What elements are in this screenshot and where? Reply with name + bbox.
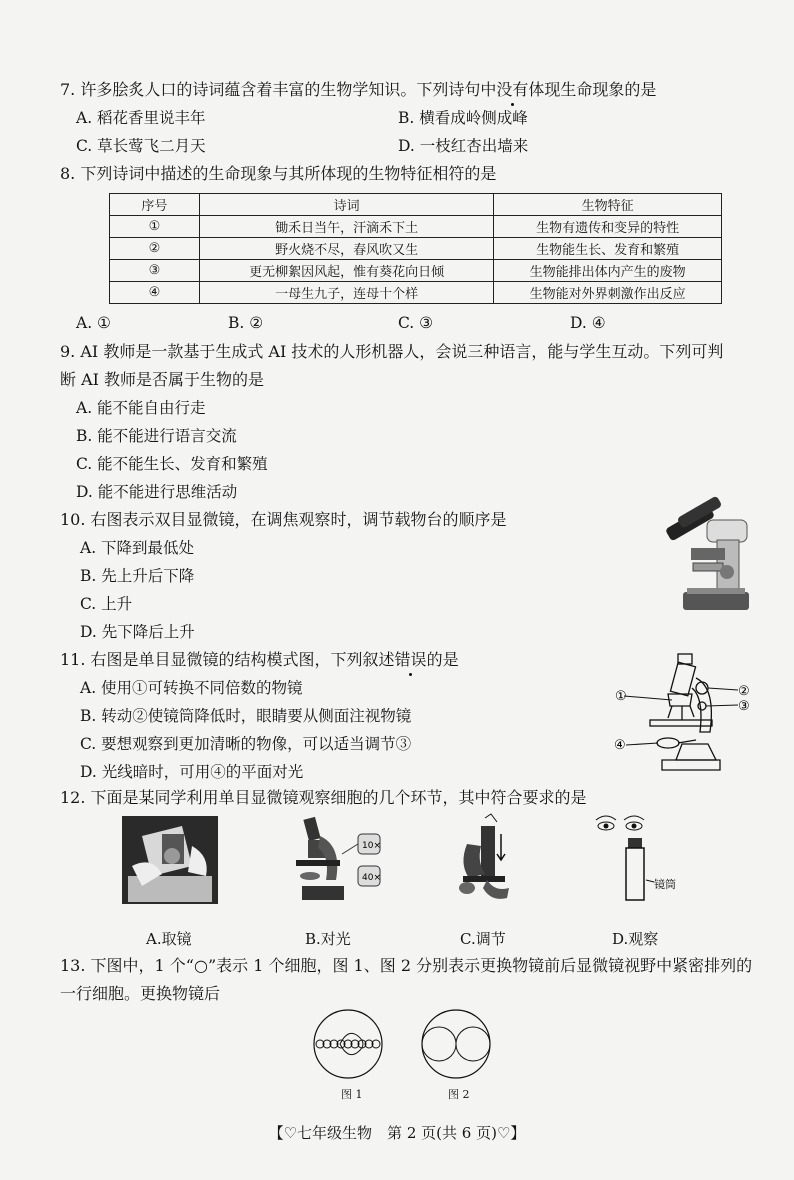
q9-stem-line2: 断 AI 教师是否属于生物的是	[60, 370, 265, 389]
q13-cell-figures	[310, 1008, 496, 1084]
table-cell: 锄禾日当午，汗滴禾下土	[199, 216, 494, 238]
q11-option-c: C. 要想观察到更加清晰的物像，可以适当调节③	[80, 735, 412, 753]
table-cell: ①	[110, 216, 200, 238]
q11-stem: 11. 右图是单目显微镜的结构模式图，下列叙述错误的是	[60, 650, 459, 669]
diagram-label-1: ①	[615, 689, 627, 704]
figure2-cell	[422, 1027, 456, 1061]
fig1-label: 图 1	[341, 1088, 363, 1101]
q10-option-c: C. 上升	[80, 595, 133, 613]
q7-option-b: B. 横看成岭侧成峰	[398, 109, 528, 127]
q10-option-b: B. 先上升后下降	[80, 567, 195, 585]
tube-label: 镜筒	[654, 878, 676, 891]
table-cell: 野火烧不尽，春风吹又生	[199, 238, 494, 260]
q12-image-c	[455, 814, 525, 906]
q8-stem: 8. 下列诗词中描述的生命现象与其所体现的生物特征相符的是	[60, 164, 497, 183]
q10-stem: 10. 右图表示双目显微镜，在调焦观察时，调节载物台的顺序是	[60, 510, 507, 529]
q7-stem: 7. 许多脍炙人口的诗词蕴含着丰富的生物学知识。下列诗句中没有体现生命现象的是	[60, 80, 657, 99]
q9-option-b: B. 能不能进行语言交流	[76, 427, 237, 445]
q11-emphasis: 错误	[394, 650, 427, 669]
q11-option-d: D. 光线暗时，可用④的平面对光	[80, 763, 304, 781]
binocular-microscope-image	[655, 488, 755, 623]
lens-label-10x: 10×	[362, 841, 381, 851]
table-cell: ②	[110, 238, 200, 260]
q12-caption-b: B.对光	[305, 930, 351, 948]
q8-table	[109, 193, 722, 304]
q12-image-d	[590, 812, 710, 912]
monocular-microscope-diagram	[612, 648, 762, 778]
table-row	[110, 216, 722, 238]
q8-option-c: C. ③	[398, 314, 434, 332]
q12-caption-a: A.取镜	[146, 930, 192, 948]
q12-image-b	[290, 816, 390, 904]
q10-option-d: D. 先下降后上升	[80, 623, 195, 641]
lens-label-40x: 40×	[362, 873, 381, 883]
q11-option-b: B. 转动②使镜筒降低时，眼睛要从侧面注视物镜	[80, 707, 412, 725]
table-cell: 更无柳絮因风起，惟有葵花向日倾	[199, 260, 494, 282]
q11-option-a: A. 使用①可转换不同倍数的物镜	[80, 679, 303, 697]
table-cell: 一母生九子，连母十个样	[199, 282, 494, 304]
diagram-label-3: ③	[738, 699, 750, 714]
table-row	[110, 282, 722, 304]
q7-option-a: A. 稻花香里说丰年	[76, 109, 206, 127]
q13-stem-line1: 13. 下图中，1 个“○”表示 1 个细胞，图 1、图 2 分别表示更换物镜前后显微镜视野中紧密排列的	[60, 956, 753, 975]
figure2-cell	[456, 1027, 490, 1061]
fig2-label: 图 2	[448, 1088, 470, 1101]
table-cell: ③	[110, 260, 200, 282]
table-row	[110, 260, 722, 282]
q9-option-d: D. 能不能进行思维活动	[76, 483, 238, 501]
table-cell: 生物能排出体内产生的废物	[494, 260, 722, 282]
page-footer: 【♡七年级生物 第 2 页(共 6 页)♡】	[268, 1124, 526, 1142]
table-header: 生物特征	[494, 194, 722, 216]
q12-caption-d: D.观察	[612, 930, 659, 948]
table-cell: 生物能对外界刺激作出反应	[494, 282, 722, 304]
q7-emphasis: 没有	[496, 80, 529, 99]
diagram-label-2: ②	[738, 684, 750, 699]
q7-option-c: C. 草长莺飞二月天	[76, 137, 206, 155]
q13-stem-line2: 一行细胞。更换物镜后	[60, 984, 221, 1003]
q9-option-c: C. 能不能生长、发育和繁殖	[76, 455, 268, 473]
q8-option-d: D. ④	[570, 314, 606, 332]
table-cell: 生物能生长、发育和繁殖	[494, 238, 722, 260]
q9-option-a: A. 能不能自由行走	[76, 399, 206, 417]
q9-stem-line1: 9. AI 教师是一款基于生成式 AI 技术的人形机器人，会说三种语言，能与学生互动。下列可判	[60, 342, 724, 361]
q10-option-a: A. 下降到最低处	[80, 539, 195, 557]
table-cell: ④	[110, 282, 200, 304]
table-header-row	[110, 194, 722, 216]
q12-stem: 12. 下面是某同学利用单目显微镜观察细胞的几个环节，其中符合要求的是	[60, 788, 587, 807]
q8-option-b: B. ②	[228, 314, 264, 332]
table-header: 诗词	[199, 194, 494, 216]
q8-option-a: A. ①	[76, 314, 111, 332]
table-cell: 生物有遗传和变异的特性	[494, 216, 722, 238]
table-row	[110, 238, 722, 260]
q7-option-d: D. 一枝红杏出墙来	[398, 137, 529, 155]
q12-image-a	[122, 816, 218, 904]
q12-caption-c: C.调节	[460, 930, 506, 948]
table-header: 序号	[110, 194, 200, 216]
diagram-label-4: ④	[614, 738, 626, 753]
